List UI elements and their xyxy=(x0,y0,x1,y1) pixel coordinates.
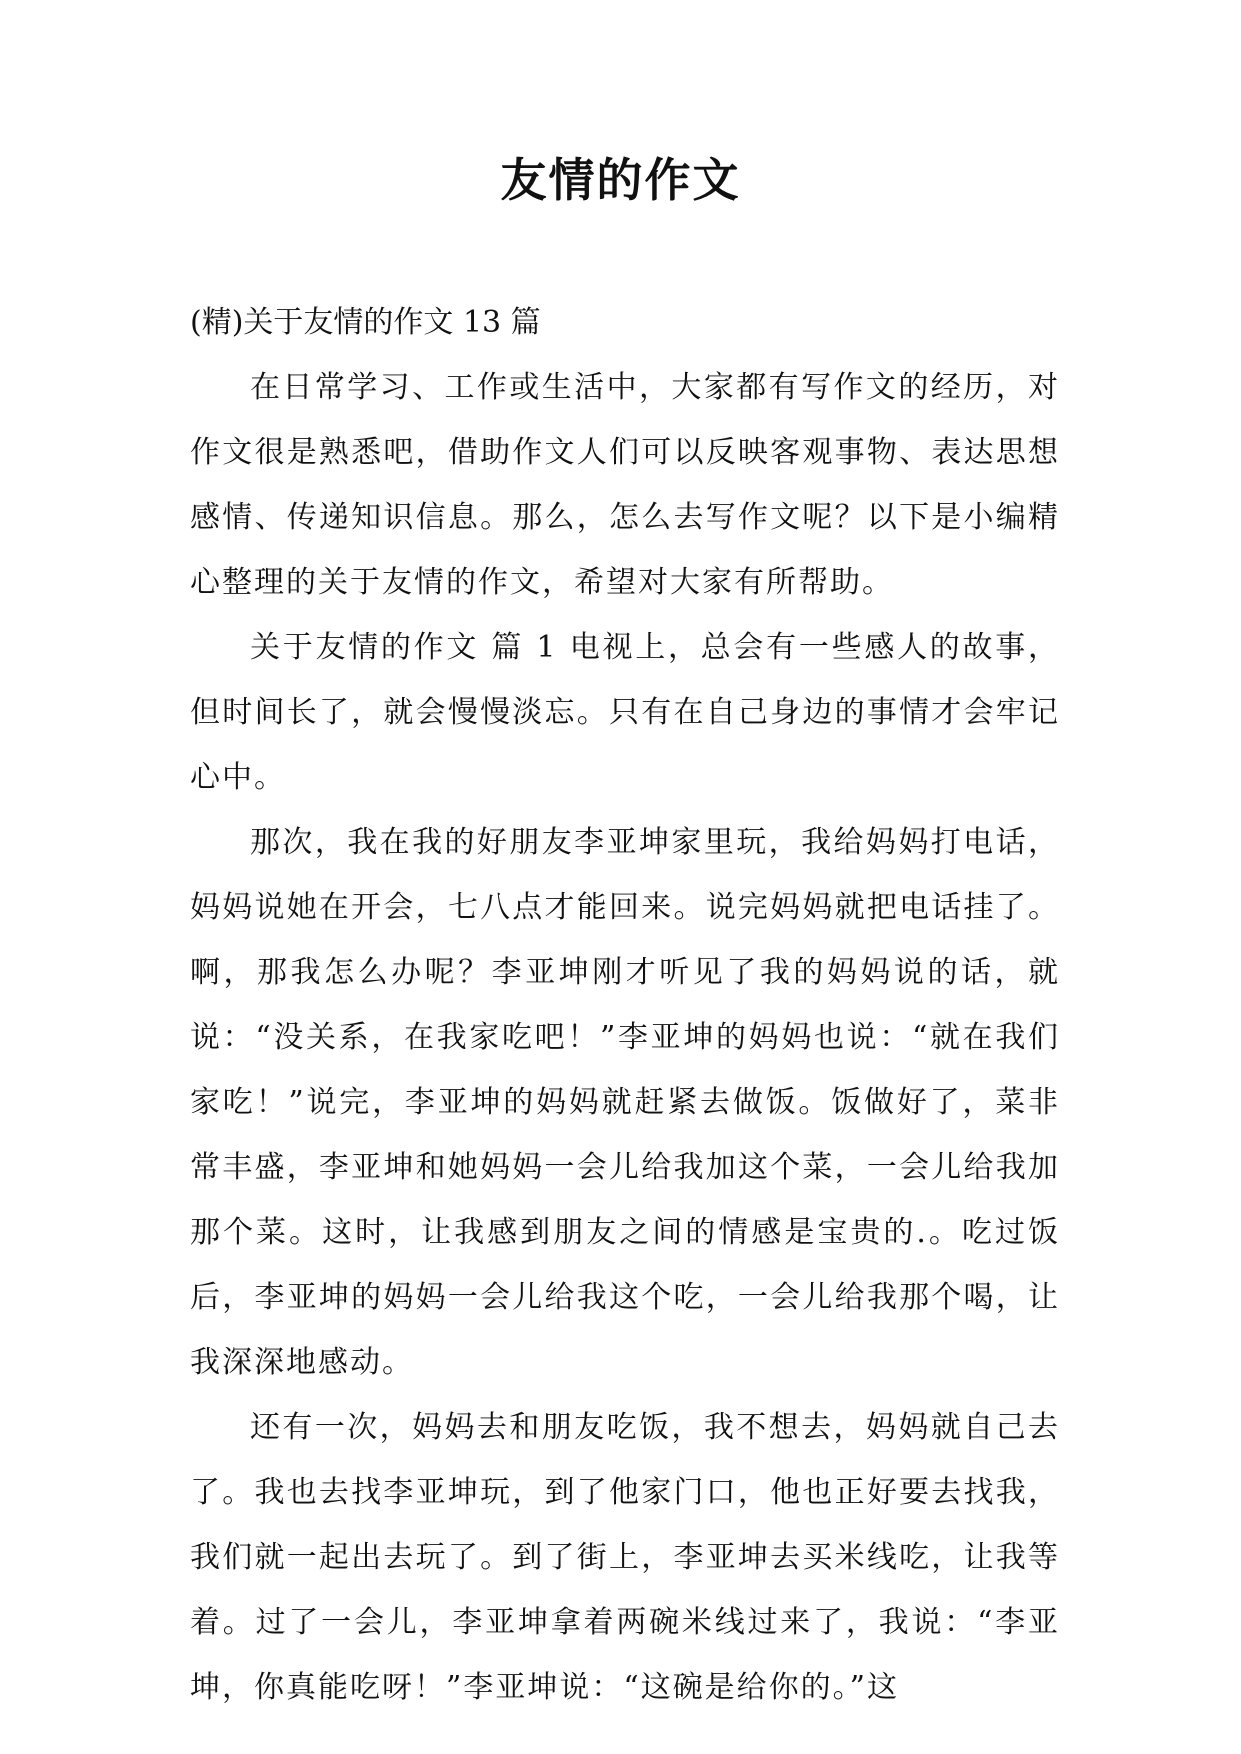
paragraph-essay-1-story: 那次，我在我的好朋友李亚坤家里玩，我给妈妈打电话，妈妈说她在开会，七八点才能回来。说完妈妈就把电话挂了。啊，那我怎么办呢？李亚坤刚才听见了我的妈妈说的话，就说：“没关系，在我家吃吧！”李亚坤的妈妈也说：“就在我们家吃！”说完，李亚坤的妈妈就赶紧去做饭。饭做好了，菜非常丰盛，李亚坤和她妈妈一会儿给我加这个菜，一会儿给我加那个菜。这时，让我感到朋友之间的情感是宝贵的.。吃过饭后，李亚坤的妈妈一会儿给我这个吃，一会儿给我那个喝，让我深深地感动。 xyxy=(190,825,1060,1380)
document-title: 友情的作文 xyxy=(500,153,741,207)
paragraph-intro: 在日常学习、工作或生活中，大家都有写作文的经历，对作文很是熟悉吧，借助作文人们可以反映客观事物、表达思想感情、传递知识信息。那么，怎么去写作文呢？以下是小编精心整理的关于友情的作文，希望对大家有所帮助。 xyxy=(190,370,1060,600)
paragraph-essay-1-opening: 关于友情的作文 篇 1 电视上，总会有一些感人的故事，但时间长了，就会慢慢淡忘。只有在自己身边的事情才会牢记心中。 xyxy=(190,630,1060,795)
paragraph-essay-1-another-time: 还有一次，妈妈去和朋友吃饭，我不想去，妈妈就自己去了。我也去找李亚坤玩，到了他家门口，他也正好要去找我，我们就一起出去玩了。到了街上，李亚坤去买米线吃，让我等着。过了一会儿，李亚坤拿着两碗米线过来了，我说：“李亚坤，你真能吃呀！”李亚坤说：“这碗是给你的。”这 xyxy=(190,1410,1060,1705)
document-subtitle: (精)关于友情的作文 13 篇 xyxy=(190,305,541,340)
document-body xyxy=(190,290,1060,1720)
